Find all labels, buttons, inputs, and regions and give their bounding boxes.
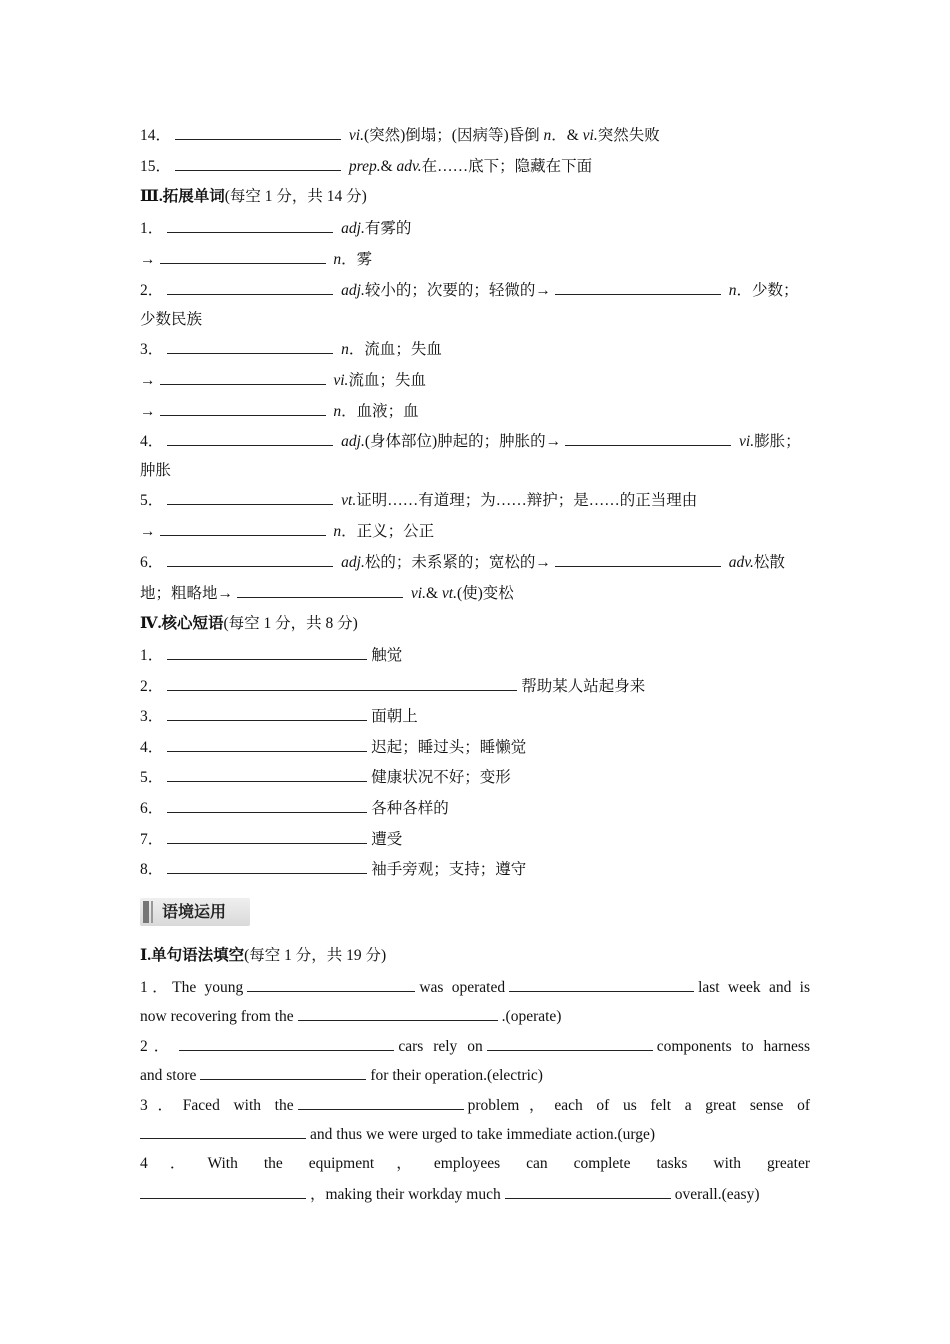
text-segment: ．正义；公正	[341, 523, 435, 540]
expand-word-2-cont	[140, 310, 810, 330]
answer-blank[interactable]	[167, 218, 333, 233]
answer-blank[interactable]	[565, 431, 731, 446]
text-segment: 各种各样的	[371, 800, 449, 817]
text-segment: 面朝上	[371, 708, 418, 725]
banner-title: 语境运用	[162, 902, 227, 921]
text-segment: →	[140, 251, 156, 268]
text-segment: 3．	[140, 708, 164, 725]
answer-blank[interactable]	[160, 249, 326, 264]
expand-word-2	[140, 280, 810, 301]
answer-blank[interactable]	[167, 798, 367, 813]
expand-word-3	[140, 339, 810, 360]
section-score: (每空 1 分，共 19 分)	[244, 947, 387, 964]
text-segment: (使)变松	[456, 585, 514, 602]
answer-blank[interactable]	[167, 339, 333, 354]
definition: 在……底下；隐藏在下面	[421, 158, 593, 175]
answer-blank[interactable]	[237, 583, 403, 598]
answer-blank[interactable]	[175, 125, 341, 140]
text-segment: adj.	[341, 554, 365, 571]
text-segment: problem，each of us felt a great sense of	[467, 1097, 810, 1114]
banner-bar-icon	[151, 901, 153, 923]
text-segment: 帮助某人站起身来	[521, 678, 646, 695]
answer-blank[interactable]	[487, 1036, 653, 1051]
text-segment: adj.	[341, 433, 365, 450]
answer-blank[interactable]	[167, 829, 367, 844]
text-segment: 流血；失血	[348, 372, 426, 389]
text-segment: 6．	[140, 554, 164, 571]
grammar-q1-line2	[140, 1006, 810, 1027]
text-segment: adv.	[728, 554, 754, 571]
text-segment: and store	[140, 1067, 197, 1084]
text-segment: 2．	[140, 1038, 176, 1055]
text-segment: was operated	[419, 979, 506, 996]
definition: 突然失败	[597, 127, 660, 144]
text-segment: 4．With the equipment，employees can complete tasks with greater	[140, 1155, 810, 1172]
text-segment: vt.	[441, 585, 457, 602]
grammar-q3-line2	[140, 1124, 810, 1145]
text-segment: ．血液；血	[341, 403, 419, 420]
text-segment: vi.	[410, 585, 426, 602]
text-segment: 健康状况不好；变形	[371, 769, 511, 786]
answer-blank[interactable]	[298, 1006, 498, 1021]
text-segment: n	[333, 403, 342, 420]
text-segment: for their operation.(electric)	[370, 1067, 543, 1084]
text-segment: 遭受	[371, 831, 403, 848]
phrase-item-5	[140, 767, 810, 788]
grammar-q2-line2	[140, 1065, 810, 1086]
text-segment: n	[728, 282, 737, 299]
answer-blank[interactable]	[200, 1065, 366, 1080]
text-segment: now recovering from the	[140, 1008, 294, 1025]
grammar-q4-line1	[140, 1154, 810, 1174]
answer-blank[interactable]	[160, 401, 326, 416]
text-segment: 肿胀	[140, 462, 172, 479]
phrase-item-8	[140, 859, 810, 880]
text-segment: adj.	[341, 220, 365, 237]
answer-blank[interactable]	[167, 552, 333, 567]
answer-blank[interactable]	[555, 552, 721, 567]
grammar-q4-line2	[140, 1184, 810, 1205]
text-segment: 4．	[140, 739, 164, 756]
section-banner	[140, 898, 250, 926]
text-segment: →	[140, 372, 156, 389]
text-segment: ．流血；失血	[348, 341, 442, 358]
text-segment: &	[425, 585, 442, 602]
text-segment: n	[333, 251, 342, 268]
text-segment: components to harness	[656, 1038, 810, 1055]
text-segment: 触觉	[371, 647, 403, 664]
answer-blank[interactable]	[167, 737, 367, 752]
item-number: 14．	[140, 127, 172, 144]
expand-word-5-derived	[140, 521, 810, 542]
answer-blank[interactable]	[167, 431, 333, 446]
answer-blank[interactable]	[298, 1095, 464, 1110]
text-segment: ．雾	[341, 251, 373, 268]
expand-word-3-derived-b	[140, 401, 810, 422]
expand-word-6-cont	[140, 583, 810, 604]
text-segment: overall.(easy)	[674, 1186, 760, 1203]
section-score: (每空 1 分，共 14 分)	[224, 188, 367, 205]
text-segment: 7．	[140, 831, 164, 848]
answer-blank[interactable]	[167, 676, 517, 691]
text-segment: 有雾的	[364, 220, 412, 237]
text-segment: n	[333, 523, 342, 540]
phrase-item-6	[140, 798, 810, 819]
grammar-q2-line1	[140, 1036, 810, 1057]
text-segment: 1．The young	[140, 979, 244, 996]
text-segment: cars rely on	[398, 1038, 483, 1055]
text-segment: last week and is	[698, 979, 810, 996]
answer-blank[interactable]	[140, 1184, 306, 1199]
expand-word-3-derived-a	[140, 370, 810, 391]
text-segment: 1．	[140, 220, 164, 237]
answer-blank[interactable]	[509, 977, 694, 992]
section-title: Ⅳ.核心短语	[140, 615, 224, 632]
answer-blank[interactable]	[167, 490, 333, 505]
text-segment: 较小的；次要的；轻微的→	[364, 282, 551, 299]
section-heading-4	[140, 614, 810, 634]
text-segment: 5．	[140, 492, 164, 509]
answer-blank[interactable]	[505, 1184, 671, 1199]
answer-blank[interactable]	[160, 370, 326, 385]
answer-blank[interactable]	[140, 1124, 306, 1139]
grammar-q3-line1	[140, 1095, 810, 1116]
expand-word-1-derived	[140, 249, 810, 270]
text-segment: 5．	[140, 769, 164, 786]
text-segment: ．少数；	[736, 282, 799, 299]
text-segment: and thus we were urged to take immediate action.(urge)	[310, 1126, 656, 1143]
text-segment: 地；粗略地→	[140, 585, 234, 602]
text-segment: →	[140, 523, 156, 540]
section-heading-3	[140, 187, 810, 207]
answer-blank[interactable]	[179, 1036, 394, 1051]
answer-blank[interactable]	[555, 280, 721, 295]
grammar-q1-line1	[140, 977, 810, 998]
answer-blank[interactable]	[167, 645, 367, 660]
part-of-speech: vi.	[582, 127, 598, 144]
answer-blank[interactable]	[167, 706, 367, 721]
part-of-speech: adv.	[396, 158, 422, 175]
text-segment: 袖手旁观；支持；遵守	[371, 861, 527, 878]
expand-word-6	[140, 552, 810, 573]
answer-blank[interactable]	[175, 156, 341, 171]
text-segment: (身体部位)肿起的；肿胀的→	[364, 433, 562, 450]
text-segment: 证明……有道理；为……辩护；是……的正当理由	[356, 492, 698, 509]
section-title: Ⅲ.拓展单词	[140, 188, 225, 205]
answer-blank[interactable]	[160, 521, 326, 536]
answer-blank[interactable]	[167, 280, 333, 295]
text-segment: vt.	[341, 492, 357, 509]
expand-word-5	[140, 490, 810, 511]
phrase-item-2	[140, 676, 810, 697]
expand-word-4	[140, 431, 810, 452]
part-of-speech: vi.	[348, 127, 364, 144]
answer-blank[interactable]	[247, 977, 415, 992]
section-heading-1	[140, 946, 810, 966]
vocab-item-14	[140, 125, 810, 146]
expand-word-4-cont	[140, 461, 810, 481]
text-segment: 1．	[140, 647, 164, 664]
answer-blank[interactable]	[167, 767, 367, 782]
text-segment: 2．	[140, 282, 164, 299]
expand-word-1	[140, 218, 810, 239]
text-segment: n	[341, 341, 349, 358]
text-segment: ，making their workday much	[310, 1186, 501, 1203]
text-segment: →	[140, 403, 156, 420]
answer-blank[interactable]	[167, 859, 367, 874]
phrase-item-7	[140, 829, 810, 850]
phrase-item-1	[140, 645, 810, 666]
text-segment: 膨胀；	[754, 433, 801, 450]
text-segment: adj.	[341, 282, 365, 299]
section-title: Ⅰ.单句语法填空	[140, 947, 245, 964]
text-segment: 少数民族	[140, 311, 203, 328]
banner-bar-icon	[143, 901, 149, 923]
text-segment: 4．	[140, 433, 164, 450]
text-segment: vi.	[333, 372, 349, 389]
text-segment: 8．	[140, 861, 164, 878]
item-number: 15．	[140, 158, 172, 175]
text-segment: 松散	[753, 554, 785, 571]
text-segment: .(operate)	[501, 1008, 562, 1025]
phrase-item-3	[140, 706, 810, 727]
part-of-speech: prep.	[348, 158, 381, 175]
definition: &	[380, 158, 397, 175]
text-segment: 3．	[140, 341, 164, 358]
text-segment: 2．	[140, 678, 164, 695]
section-score: (每空 1 分，共 8 分)	[223, 615, 358, 632]
text-segment: vi.	[739, 433, 755, 450]
definition: ．&	[551, 127, 583, 144]
part-of-speech: n	[543, 127, 552, 144]
text-segment: 3．Faced with the	[140, 1097, 294, 1114]
text-segment: 松的；未系紧的；宽松的→	[364, 554, 551, 571]
vocab-item-15	[140, 156, 810, 177]
definition: (突然)倒塌；(因病等)昏倒	[363, 127, 544, 144]
phrase-item-4	[140, 737, 810, 758]
text-segment: 6．	[140, 800, 164, 817]
text-segment: 迟起；睡过头；睡懒觉	[371, 739, 527, 756]
